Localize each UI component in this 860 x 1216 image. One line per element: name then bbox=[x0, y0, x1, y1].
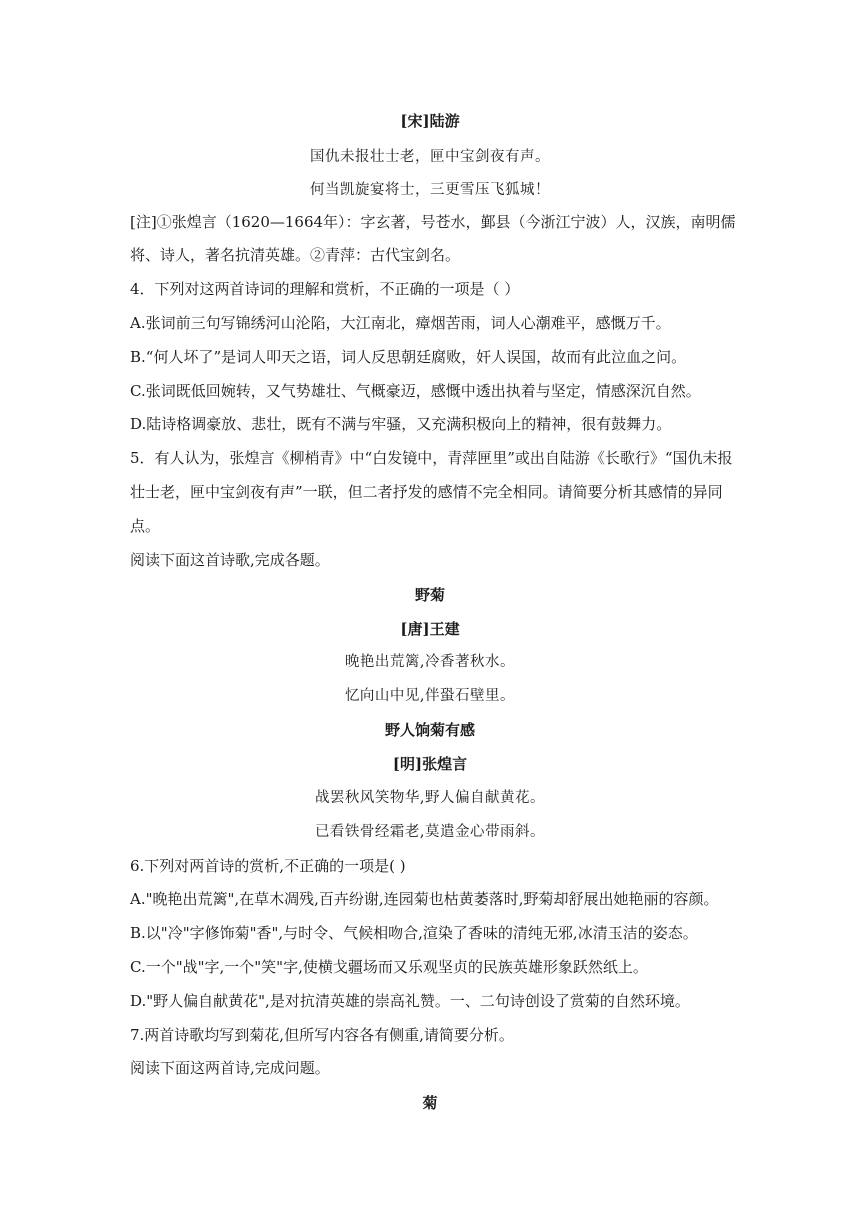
q6-stem: 6.下列对两首诗的赏析,不正确的一项是( ) bbox=[130, 857, 406, 875]
reading-instruction-1: 阅读下面这首诗歌,完成各题。 bbox=[130, 551, 330, 569]
q4-option-c: C.张词既低回婉转，又气势雄壮、气概豪迈，感慨中透出执着与坚定，情感深沉自然。 bbox=[130, 382, 701, 400]
reading-instruction-2: 阅读下面这两首诗,完成问题。 bbox=[130, 1059, 330, 1077]
q5-line-3: 点。 bbox=[130, 517, 161, 535]
q6-option-b: B.以"冷"字修饰菊"香",与时令、气候相吻合,渲染了香味的清纯无邪,冰清玉洁的姿态。 bbox=[130, 924, 698, 942]
q5-line-2: 壮士老，匣中宝剑夜有声”一联，但二者抒发的感情不完全相同。请简要分析其感情的异同 bbox=[130, 483, 723, 501]
poem1-author: [宋]陆游 bbox=[400, 112, 460, 130]
q4-option-a: A.张词前三句写锦绣河山沦陷，大江南北，瘴烟苦雨，词人心潮难平，感慨万千。 bbox=[130, 314, 671, 332]
poem2-line-2: 忆向山中见,伴蛩石壁里。 bbox=[344, 688, 516, 704]
poem2-title: 野菊 bbox=[414, 586, 445, 604]
poem2-line-1: 晚艳出荒篱,冷香著秋水。 bbox=[344, 654, 516, 670]
q6-option-c: C.一个"战"字,一个"笑"字,使横戈疆场而又乐观坚贞的民族英雄形象跃然纸上。 bbox=[130, 958, 648, 976]
q6-option-a: A."晚艳出荒篱",在草木凋残,百卉纷谢,连园菊也枯黄萎落时,野菊却舒展出她艳丽的容颜。 bbox=[130, 890, 719, 908]
q4-option-d: D.陆诗格调豪放、悲壮，既有不满与牢骚，又充满积极向上的精神，很有鼓舞力。 bbox=[130, 415, 672, 433]
poem1-line-2: 何当凯旋宴将士，三更雪压飞狐城！ bbox=[310, 182, 550, 198]
note-line-1: [注]①张煌言（1620—1664年）：字玄著，号苍水，鄞县（今浙江宁波）人，汉族，南明儒 bbox=[130, 213, 736, 231]
poem2-author: [唐]王建 bbox=[400, 620, 460, 638]
poem4-title: 菊 bbox=[422, 1094, 438, 1112]
poem3-author: [明]张煌言 bbox=[392, 755, 468, 773]
poem3-line-1: 战罢秋风笑物华,野人偏自献黄花。 bbox=[314, 790, 546, 806]
poem3-title: 野人饷菊有感 bbox=[384, 721, 475, 739]
note-line-2: 将、诗人，著名抗清英雄。②青萍：古代宝剑名。 bbox=[130, 246, 461, 264]
q4-option-b: B.“何人坏了”是词人叩天之语，词人反思朝廷腐败，奸人误国，故而有此泣血之问。 bbox=[130, 348, 687, 366]
q6-option-d: D."野人偏自献黄花",是对抗清英雄的崇高礼赞。一、二句诗创设了赏菊的自然环境。 bbox=[130, 992, 690, 1010]
q7-stem: 7.两首诗歌均写到菊花,但所写内容各有侧重,请简要分析。 bbox=[130, 1026, 514, 1044]
poem3-line-2: 已看铁骨经霜老,莫遣金心带雨斜。 bbox=[314, 824, 546, 840]
poem1-line-1: 国仇未报壮士老，匣中宝剑夜有声。 bbox=[310, 149, 550, 165]
q5-line-1: 5．有人认为，张煌言《柳梢青》中“白发镜中，青萍匣里”或出自陆游《长歌行》“国仇未报 bbox=[130, 449, 733, 467]
q4-stem: 4．下列对这两首诗词的理解和赏析，不正确的一项是（ ） bbox=[130, 280, 520, 298]
